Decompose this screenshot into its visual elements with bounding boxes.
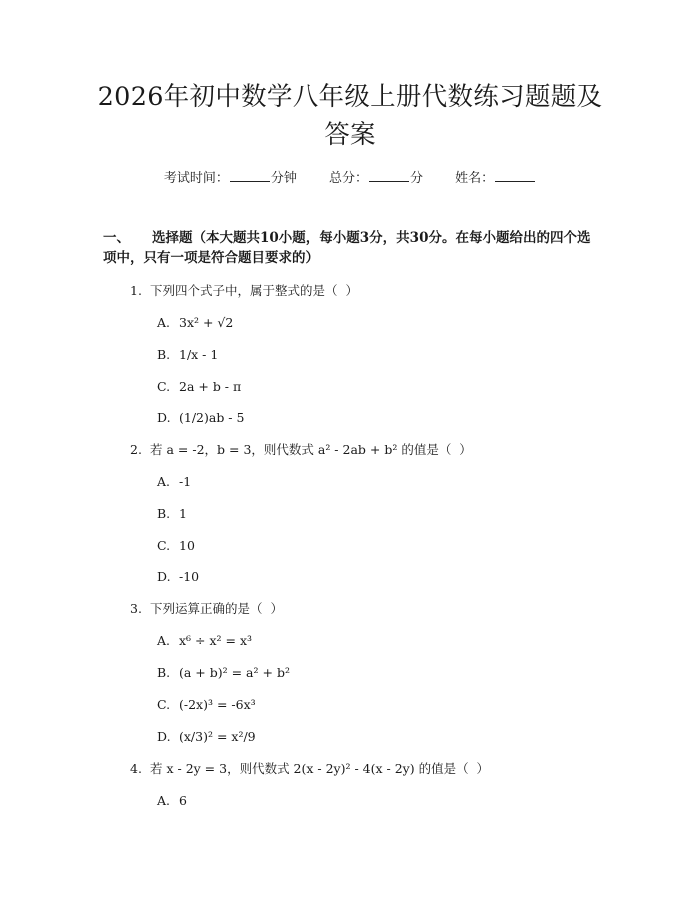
question-number: 2. [130,442,142,457]
total-score-label: 总分： [328,171,368,186]
option-label: C. [157,379,171,394]
title-line-1: 2026年初中数学八年级上册代数练习题题及 [97,82,603,112]
option-label: A. [157,315,171,330]
option-text: 3x² + √2 [179,315,234,330]
exam-info [0,168,700,189]
question-2-option-b [157,505,187,523]
exam-time-field [164,168,297,189]
student-name-field [455,168,536,189]
option-label: B. [157,506,171,521]
student-name-label: 姓名： [455,171,495,186]
option-label: A. [157,474,171,489]
option-label: C. [157,538,171,553]
question-3-option-d [157,728,256,746]
total-score-field [329,168,423,189]
section-number: 一、 [103,230,130,246]
option-label: B. [157,665,171,680]
question-2-option-a [157,473,191,491]
question-number: 1. [130,283,142,298]
option-label: D. [157,569,171,584]
question-3 [130,600,283,618]
total-score-blank [369,168,409,182]
question-2-option-c [157,537,195,555]
question-2 [130,441,472,459]
option-text: 1 [179,506,187,521]
question-3-option-b [157,664,290,682]
option-text: 2a + b - π [179,379,242,394]
question-text: 下列四个式子中，属于整式的是（ ） [150,283,358,298]
question-3-option-c [157,696,256,714]
question-1-option-d [157,409,244,427]
exam-time-unit: 分钟 [270,171,297,186]
option-label: C. [157,697,171,712]
option-text: (-2x)³ = -6x³ [179,697,256,712]
total-score-unit: 分 [410,171,424,186]
option-text: -10 [179,569,200,584]
question-1 [130,282,358,300]
question-text: 下列运算正确的是（ ） [150,601,283,616]
option-text: x⁶ ÷ x² = x³ [179,633,253,648]
option-text: 1/x - 1 [179,347,219,362]
option-text: (x/3)² = x²/9 [179,729,256,744]
question-1-option-c [157,378,241,396]
student-name-blank [495,168,535,182]
option-text: (1/2)ab - 5 [179,410,245,425]
exam-time-label: 考试时间： [163,171,229,186]
section-heading [103,228,598,268]
option-label: B. [157,347,171,362]
document-title [70,78,630,154]
question-number: 3. [130,601,142,616]
question-3-option-a [157,632,252,650]
title-line-2: 答案 [324,120,376,150]
question-text: 若 a = -2，b = 3，则代数式 a² - 2ab + b² 的值是（ ） [150,442,472,457]
option-text: -1 [179,474,192,489]
question-text: 若 x - 2y = 3，则代数式 2(x - 2y)² - 4(x - 2y) 的值是（ ） [150,761,490,776]
option-text: 6 [179,793,187,808]
option-label: D. [157,729,171,744]
question-number: 4. [130,761,142,776]
section-text: 选择题（本大题共10小题，每小题3分，共30分。在每小题给出的四个选项中，只有一项是符合题目要求的） [103,230,591,266]
option-label: A. [157,793,171,808]
question-1-option-b [157,346,218,364]
option-label: A. [157,633,171,648]
option-text: (a + b)² = a² + b² [179,665,290,680]
option-label: D. [157,410,171,425]
question-4 [130,760,489,778]
question-4-option-a [157,792,187,810]
exam-time-blank [230,168,270,182]
option-text: 10 [179,538,195,553]
question-2-option-d [157,568,199,586]
question-1-option-a [157,314,233,332]
